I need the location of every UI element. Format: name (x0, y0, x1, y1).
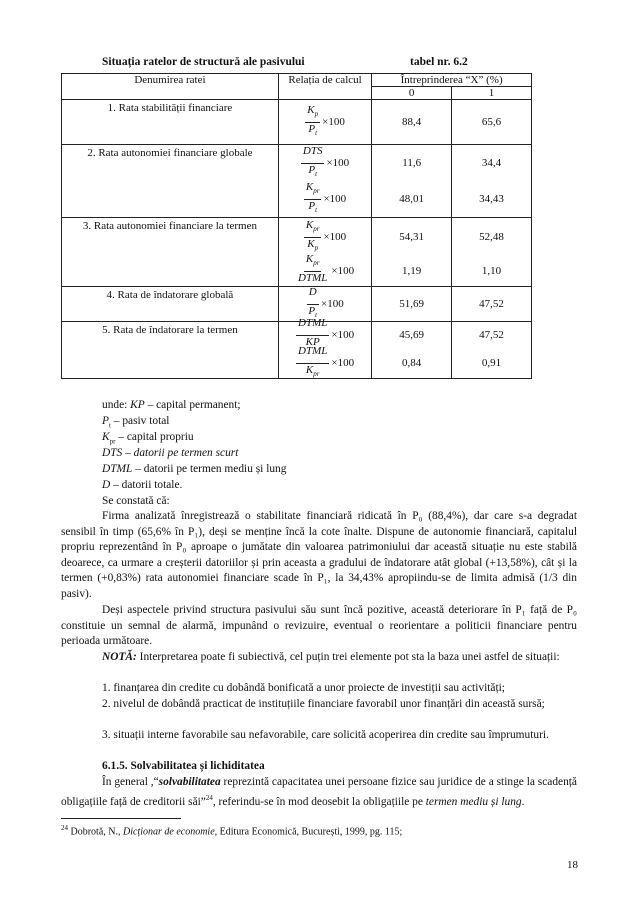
ratio-formula-cell (278, 218, 371, 287)
ratio-name: 2. Rata autonomiei financiare globale (62, 145, 279, 218)
ratio-value: 47,52 (479, 298, 504, 310)
table-row (62, 145, 532, 218)
header-formula: Relația de calcul (278, 74, 371, 100)
ratio-name: 3. Rata autonomiei financiare la termen (62, 218, 279, 287)
table-row (62, 100, 532, 145)
ratio-value: 54,31 (399, 231, 425, 243)
legend-dts: DTS – datorii pe termen scurt (102, 447, 239, 459)
table-row (62, 287, 532, 322)
footnote-rule (61, 818, 181, 819)
section-heading: 6.1.5. Solvabilitatea și lichiditatea (102, 760, 265, 772)
page-number: 18 (567, 859, 578, 871)
note-item-2: 2. nivelul de dobândă practicat de instituțiile financiare favorabil unor finanțări din această sursă; (102, 698, 545, 710)
legend-intro: Se constată că: (102, 495, 170, 507)
table-title: Situația ratelor de structură ale pasivului (102, 56, 305, 68)
formula: DTS $P_t$ ×100 (302, 145, 350, 178)
value-year-1-cell (452, 100, 532, 145)
ratio-formula-cell (278, 317, 371, 379)
note-item-1: 1. finanțarea din credite cu dobândă bonificată a unor proiecte de investiții sau activități; (102, 682, 505, 694)
paragraph-solvency: În general ,“solvabilitatea reprezintă capacitatea unei persoane fizice sau juridice de a stinge la scadență obligațiile față de creditorii săi”$^{24}$, referindu-se în mod deosebit la obligațiile pe termen mediu și lung. (61, 776, 577, 808)
value-year-1-cell (452, 287, 532, 322)
value-year-1-cell (452, 322, 532, 379)
ratio-value: 47,52 (479, 329, 504, 341)
value-year-0-cell (372, 287, 452, 322)
ratio-value: 51,69 (399, 298, 425, 310)
ratio-formula-cell (278, 100, 371, 145)
ratio-value: 0,84 (402, 357, 422, 369)
ratio-value: 65,6 (481, 116, 502, 128)
ratio-value: 1,19 (402, 265, 422, 277)
legend-d: D – datorii totale. (102, 479, 183, 491)
header-company: Întreprinderea “X” (%) (372, 74, 532, 87)
ratio-formula-cell (278, 145, 371, 218)
ratio-value: 45,69 (399, 329, 425, 341)
formula: $\frac{K_p}{P_t}$ ×100 (307, 104, 345, 137)
ratio-name: 5. Rata de îndatorare la termen (62, 322, 279, 379)
table-number: tabel nr. 6.2 (410, 56, 468, 68)
legend-kpr: $K_{pr}$ – capital propriu (102, 431, 194, 446)
ratio-value: 34,43 (479, 193, 504, 205)
ratio-value: 1,10 (481, 265, 502, 277)
value-year-1-cell (452, 145, 532, 218)
ratios-table (61, 73, 532, 379)
ratio-value: 11,6 (402, 157, 422, 169)
formula: DTML KP ×100 (298, 317, 355, 348)
table-row (62, 322, 532, 379)
value-year-0-cell (372, 218, 452, 287)
value-year-0-cell (372, 100, 452, 145)
legend-dtml: DTML – datorii pe termen mediu și lung (102, 463, 287, 475)
ratio-value: 52,48 (479, 231, 504, 243)
paragraph-note: NOTĂ: Interpretarea poate fi subiectivă, cel puțin trei elemente pot sta la baza unei astfel de situații: (102, 651, 560, 663)
header-year-1: 1 (452, 87, 532, 100)
ratio-value: 48,01 (399, 193, 425, 205)
legend-pt: $P_t$ – pasiv total (102, 415, 170, 430)
ratio-name: 4. Rata de îndatorare globală (62, 287, 279, 322)
legend-kp: unde: KP – capital permanent; (102, 399, 241, 411)
header-year-0: 0 (372, 87, 452, 100)
ratio-value: 34,4 (481, 157, 502, 169)
formula: $K_{pr}$ $K_p$ ×100 (305, 219, 347, 252)
value-year-0-cell (372, 322, 452, 379)
table-row (62, 218, 532, 287)
ratio-value: 88,4 (402, 116, 422, 128)
value-year-0-cell (372, 145, 452, 218)
formula: $\frac{D}{P_t}$ ×100 (308, 286, 344, 319)
footnote: $^{24}$ Dobrotă, N., Dicționar de economie, Editura Economică, București, 1999, pg. 115; (61, 824, 403, 838)
paragraph-deterioration: Deși aspectele privind structura pasivului său sunt încă pozitive, această deteriorare în P₁ față de P₀ constituie un semnal de alarmă, impunând o revizuire, eventual o reorientare a politicii financiare pentru perioada următoare. (61, 604, 577, 648)
ratio-value: 0,91 (481, 357, 502, 369)
header-name: Denumirea ratei (62, 74, 279, 100)
value-year-1-cell (452, 218, 532, 287)
formula: $K_{pr}$ $P_t$ ×100 (305, 181, 347, 214)
ratio-name: 1. Rata stabilității financiare (62, 100, 279, 145)
formula: $K_{pr}$ DTML ×100 (298, 253, 355, 284)
ratio-formula-cell (278, 287, 371, 322)
paragraph-analysis: Firma analizată înregistrează o stabilitate financiară ridicată în P₀ (88,4%), dar care s-a degradat sensibil în timp (65,6% în P₁), deși se menține încă la cote înalte. Dispune de autonomie financiară, capitalul propriu reprezentând în P₀ aproape o jumătate din valoarea patrimoniului dar această situație nu este stabilă deoarece, ca urmare a creșterii datoriilor și prin aceasta a gradului de îndatorare atât global (+13,58%), cât și la termen (+0,83%) rata autonomiei financiare scade în P₁, la 34,43% apropiindu-se de limita admisă (1/3 din pasiv). (61, 510, 577, 600)
formula: DTML $K_{pr}$ ×100 (298, 345, 355, 378)
note-item-3: 3. situații interne favorabile sau nefavorabile, care solicită acoperirea din credite sau împrumuturi. (102, 729, 549, 741)
